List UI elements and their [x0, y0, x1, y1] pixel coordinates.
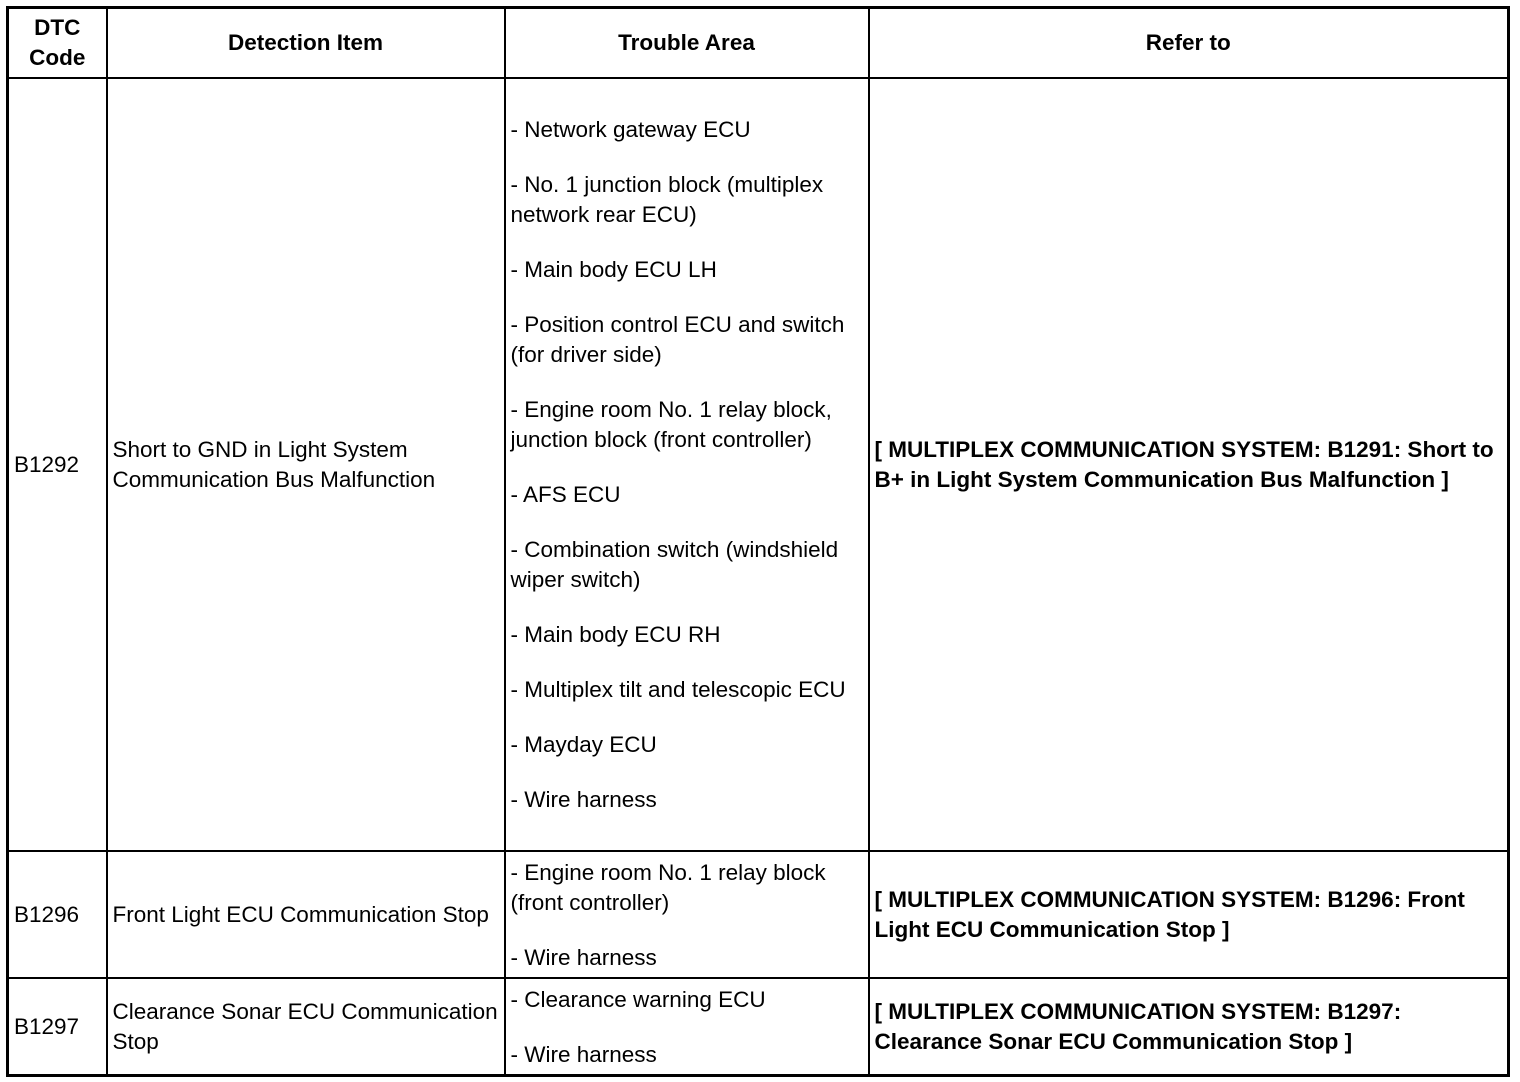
header-detection-item: Detection Item — [107, 8, 505, 79]
header-dtc-code — [8, 8, 107, 79]
dtc-code-cell: B1297 — [8, 978, 107, 1076]
trouble-area-item: - Wire harness — [510, 1042, 657, 1067]
header-dtc-code-line1: DTC — [34, 15, 81, 40]
trouble-area-item: - Mayday ECU — [510, 732, 657, 757]
trouble-area-list — [511, 115, 863, 815]
trouble-area-item: - AFS ECU — [510, 482, 621, 507]
detection-item-cell: Clearance Sonar ECU Communication Stop — [107, 978, 505, 1076]
table-header-row — [8, 8, 1509, 79]
trouble-area-item: - Clearance warning ECU — [510, 987, 766, 1012]
trouble-area-item: - Wire harness — [510, 945, 657, 970]
header-trouble-area: Trouble Area — [505, 8, 869, 79]
trouble-area-item: - Position control ECU and switch (for driver side) — [510, 312, 845, 367]
dtc-code-cell: B1296 — [8, 851, 107, 978]
trouble-area-item: - Combination switch (windshield wiper switch) — [510, 537, 839, 592]
trouble-area-item: - No. 1 junction block (multiplex network rear ECU) — [510, 172, 824, 227]
trouble-area-cell — [505, 978, 869, 1076]
trouble-area-cell — [505, 78, 869, 851]
refer-to-cell: [ MULTIPLEX COMMUNICATION SYSTEM: B1297: Clearance Sonar ECU Communication Stop ] — [869, 978, 1509, 1076]
detection-item-cell: Short to GND in Light System Communication Bus Malfunction — [107, 78, 505, 851]
trouble-area-item: - Wire harness — [510, 787, 657, 812]
trouble-area-list — [511, 858, 863, 973]
trouble-area-item: - Engine room No. 1 relay block, junction block (front controller) — [510, 397, 832, 452]
trouble-area-item: - Network gateway ECU — [510, 117, 751, 142]
table-row — [8, 978, 1509, 1076]
detection-item-cell: Front Light ECU Communication Stop — [107, 851, 505, 978]
trouble-area-list — [511, 985, 863, 1070]
header-refer-to: Refer to — [869, 8, 1509, 79]
dtc-table — [6, 6, 1510, 1077]
trouble-area-cell — [505, 851, 869, 978]
trouble-area-item: - Multiplex tilt and telescopic ECU — [510, 677, 846, 702]
trouble-area-item: - Main body ECU RH — [510, 622, 721, 647]
refer-to-cell: [ MULTIPLEX COMMUNICATION SYSTEM: B1291: Short to B+ in Light System Communication Bus Malfunction ] — [869, 78, 1509, 851]
dtc-code-cell: B1292 — [8, 78, 107, 851]
header-dtc-code-line2: Code — [29, 45, 86, 70]
table-row — [8, 78, 1509, 851]
trouble-area-item: - Main body ECU LH — [510, 257, 717, 282]
refer-to-cell: [ MULTIPLEX COMMUNICATION SYSTEM: B1296: Front Light ECU Communication Stop ] — [869, 851, 1509, 978]
table-row — [8, 851, 1509, 978]
trouble-area-item: - Engine room No. 1 relay block (front controller) — [510, 860, 826, 915]
